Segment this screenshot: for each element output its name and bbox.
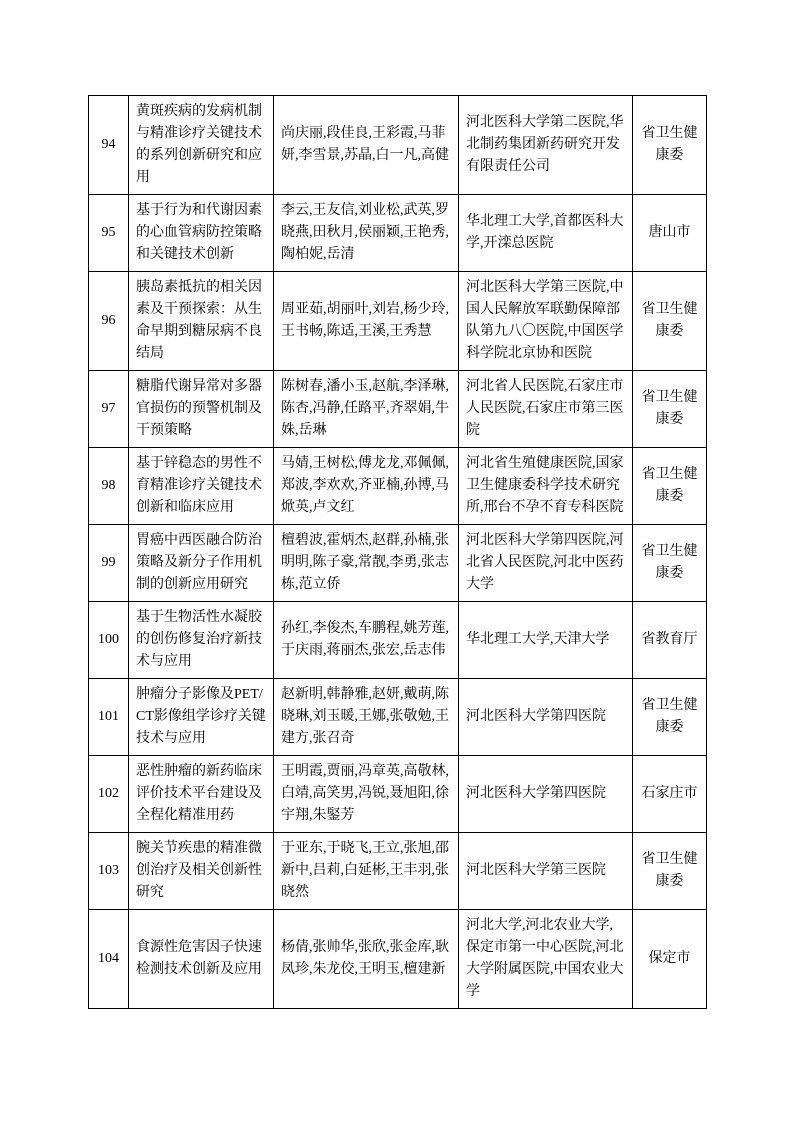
project-authority: 保定市 [633, 910, 707, 1009]
project-authority: 省卫生健康委 [633, 833, 707, 910]
project-authority: 省教育厅 [633, 602, 707, 679]
project-authority: 省卫生健康委 [633, 448, 707, 525]
project-institutions: 河北医科大学第三医院,中国人民解放军联勤保障部队第九八〇医院,中国医学科学院北京协和医院 [459, 272, 633, 371]
project-institutions: 河北医科大学第三医院 [459, 833, 633, 910]
project-authority: 省卫生健康委 [633, 525, 707, 602]
project-institutions: 河北大学,河北农业大学,保定市第一中心医院,河北大学附属医院,中国农业大学 [459, 910, 633, 1009]
project-institutions: 河北省生殖健康医院,国家卫生健康委科学技术研究所,邢台不孕不育专科医院 [459, 448, 633, 525]
table-row [89, 371, 707, 448]
row-number: 103 [89, 833, 129, 910]
project-title: 食源性危害因子快速检测技术创新及应用 [129, 910, 274, 1009]
project-members: 陈树春,潘小玉,赵航,李泽琳,陈杏,冯静,任路平,齐翠娟,牛姝,岳琳 [274, 371, 459, 448]
project-members: 马婧,王树松,傅龙龙,邓佩佩,郑波,李欢欢,齐亚楠,孙博,马焮英,卢文红 [274, 448, 459, 525]
project-title: 基于锌稳态的男性不育精准诊疗关键技术创新和临床应用 [129, 448, 274, 525]
project-authority: 石家庄市 [633, 756, 707, 833]
row-number: 98 [89, 448, 129, 525]
row-number: 97 [89, 371, 129, 448]
project-institutions: 河北医科大学第四医院 [459, 679, 633, 756]
project-title: 基于行为和代谢因素的心血管病防控策略和关键技术创新 [129, 195, 274, 272]
project-title: 腕关节疾患的精准微创治疗及相关创新性研究 [129, 833, 274, 910]
row-number: 100 [89, 602, 129, 679]
project-members: 檀碧波,霍炳杰,赵群,孙楠,张明明,陈子豪,常靓,李勇,张志栋,范立侨 [274, 525, 459, 602]
table-row [89, 96, 707, 195]
project-title: 恶性肿瘤的新药临床评价技术平台建设及全程化精准用药 [129, 756, 274, 833]
project-institutions: 华北理工大学,首都医科大学,开滦总医院 [459, 195, 633, 272]
row-number: 102 [89, 756, 129, 833]
projects-table [88, 95, 707, 1009]
table-row [89, 195, 707, 272]
project-institutions: 河北省人民医院,石家庄市人民医院,石家庄市第三医院 [459, 371, 633, 448]
project-title: 胰岛素抵抗的相关因素及干预探索：从生命早期到糖尿病不良结局 [129, 272, 274, 371]
table-row [89, 272, 707, 371]
table-body [89, 96, 707, 1009]
project-members: 周亚茹,胡丽叶,刘岩,杨少玲,王书畅,陈适,王溪,王秀慧 [274, 272, 459, 371]
table-row [89, 833, 707, 910]
project-title: 黄斑疾病的发病机制与精准诊疗关键技术的系列创新研究和应用 [129, 96, 274, 195]
project-members: 李云,王友信,刘业松,武英,罗晓燕,田秋月,侯丽颖,王艳秀,陶柏妮,岳清 [274, 195, 459, 272]
project-members: 杨倩,张帅华,张欣,张金库,耿凤珍,朱龙佼,王明玉,檀建新 [274, 910, 459, 1009]
project-members: 孙红,李俊杰,车鹏程,姚芳莲,于庆雨,蒋丽杰,张宏,岳志伟 [274, 602, 459, 679]
project-institutions: 河北医科大学第四医院 [459, 756, 633, 833]
row-number: 95 [89, 195, 129, 272]
project-title: 胃癌中西医融合防治策略及新分子作用机制的创新应用研究 [129, 525, 274, 602]
project-authority: 省卫生健康委 [633, 96, 707, 195]
table-row [89, 756, 707, 833]
project-members: 王明霞,贾丽,冯章英,高敬林,白靖,高笑男,冯锐,聂旭阳,徐宇翔,朱鋻芳 [274, 756, 459, 833]
table-row [89, 910, 707, 1009]
project-institutions: 河北医科大学第四医院,河北省人民医院,河北中医药大学 [459, 525, 633, 602]
table-row [89, 602, 707, 679]
project-authority: 省卫生健康委 [633, 679, 707, 756]
row-number: 94 [89, 96, 129, 195]
table-row [89, 448, 707, 525]
project-authority: 省卫生健康委 [633, 272, 707, 371]
project-title: 基于生物活性水凝胶的创伤修复治疗新技术与应用 [129, 602, 274, 679]
project-members: 赵新明,韩静雅,赵妍,戴萌,陈晓琳,刘玉暖,王娜,张敬勉,王建方,张召奇 [274, 679, 459, 756]
row-number: 99 [89, 525, 129, 602]
project-institutions: 河北医科大学第二医院,华北制药集团新药研究开发有限责任公司 [459, 96, 633, 195]
project-institutions: 华北理工大学,天津大学 [459, 602, 633, 679]
row-number: 101 [89, 679, 129, 756]
table-row [89, 679, 707, 756]
row-number: 104 [89, 910, 129, 1009]
project-members: 尚庆丽,段佳良,王彩霞,马菲妍,李雪景,苏晶,白一凡,高健 [274, 96, 459, 195]
project-title: 肿瘤分子影像及PET/CT影像组学诊疗关键技术与应用 [129, 679, 274, 756]
project-authority: 唐山市 [633, 195, 707, 272]
table-row [89, 525, 707, 602]
project-title: 糖脂代谢异常对多器官损伤的预警机制及干预策略 [129, 371, 274, 448]
project-authority: 省卫生健康委 [633, 371, 707, 448]
row-number: 96 [89, 272, 129, 371]
project-members: 于亚东,于晓飞,王立,张旭,邵新中,吕莉,白延彬,王丰羽,张晓然 [274, 833, 459, 910]
